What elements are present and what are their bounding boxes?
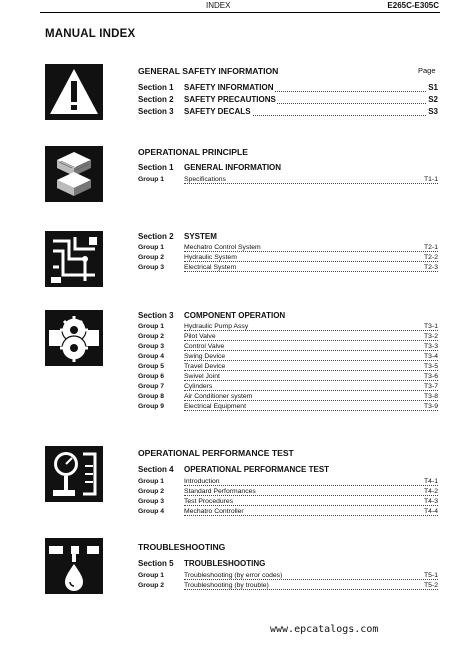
row-page: T4-2 xyxy=(424,488,438,495)
performance-heading: OPERATIONAL PERFORMANCE TEST xyxy=(138,448,294,458)
row-page: T3-2 xyxy=(424,333,438,340)
section-text: SYSTEM xyxy=(184,232,217,241)
row-page: T4-3 xyxy=(424,498,438,505)
toc-row[interactable] xyxy=(138,582,438,592)
page-column-label: Page xyxy=(418,66,436,75)
section-text: OPERATIONAL PERFORMANCE TEST xyxy=(184,465,330,474)
toc-row[interactable] xyxy=(138,343,438,353)
row-text: Pilot Valve xyxy=(184,333,216,340)
row-page: T3-9 xyxy=(424,403,438,410)
gauge-icon xyxy=(45,446,103,502)
circuit-icon xyxy=(45,231,103,287)
row-key: Group 9 xyxy=(138,403,165,410)
row-text: Travel Device xyxy=(184,363,226,370)
toc-row[interactable] xyxy=(138,107,438,119)
row-text: Introduction xyxy=(184,478,220,485)
row-page: T4-1 xyxy=(424,478,438,485)
row-text: Test Procedures xyxy=(184,498,234,505)
row-key: Section 3 xyxy=(138,107,174,116)
row-text: Cylinders xyxy=(184,383,213,390)
footer-watermark[interactable]: www.epcatalogs.com xyxy=(270,624,379,635)
row-key: Group 2 xyxy=(138,254,165,261)
leader-dots xyxy=(184,330,438,331)
toc-row[interactable] xyxy=(138,363,438,373)
toc-row[interactable] xyxy=(138,508,438,518)
section-key: Section 2 xyxy=(138,232,174,241)
row-text: Electrical System xyxy=(184,264,237,271)
row-key: Group 3 xyxy=(138,264,165,271)
row-key: Group 1 xyxy=(138,478,165,485)
row-page: T5-1 xyxy=(424,572,438,579)
section-heading xyxy=(138,559,266,568)
header-model: E265C-E305C xyxy=(387,1,439,10)
leader-dots xyxy=(184,505,438,506)
leader-dots xyxy=(184,400,438,401)
row-key: Group 4 xyxy=(138,508,165,515)
row-key: Group 3 xyxy=(138,343,165,350)
toc-row[interactable] xyxy=(138,403,438,413)
leader-dots xyxy=(184,340,438,341)
row-page: S2 xyxy=(428,95,438,104)
row-text: Control Valve xyxy=(184,343,225,350)
row-key: Group 7 xyxy=(138,383,165,390)
row-key: Group 2 xyxy=(138,488,165,495)
leader-dots xyxy=(184,350,438,351)
section-key: Section 3 xyxy=(138,311,174,320)
row-text: SAFETY PRECAUTIONS xyxy=(184,95,276,104)
row-text: Mechatro Control System xyxy=(184,244,261,251)
row-page: T3-8 xyxy=(424,393,438,400)
toc-row[interactable] xyxy=(138,383,438,393)
row-page: T3-7 xyxy=(424,383,438,390)
section-text: GENERAL INFORMATION xyxy=(184,163,282,172)
section-heading xyxy=(138,465,330,474)
leader-dots xyxy=(184,183,438,184)
toc-row[interactable] xyxy=(138,254,438,264)
row-key: Group 5 xyxy=(138,363,165,370)
row-text: Air Conditioner system xyxy=(184,393,253,400)
row-text: Standard Performances xyxy=(184,488,256,495)
section-key: Section 4 xyxy=(138,465,174,474)
row-key: Group 1 xyxy=(138,176,165,183)
row-key: Group 1 xyxy=(138,244,165,251)
leader-dots xyxy=(184,495,438,496)
row-key: Group 1 xyxy=(138,323,165,330)
toc-row[interactable] xyxy=(138,572,438,582)
toc-row[interactable] xyxy=(138,373,438,383)
row-page: T3-4 xyxy=(424,353,438,360)
toc-row[interactable] xyxy=(138,244,438,254)
row-page: T3-6 xyxy=(424,373,438,380)
row-key: Section 2 xyxy=(138,95,174,104)
row-text: Electrical Equipment xyxy=(184,403,246,410)
section-heading xyxy=(138,311,286,320)
row-page: T3-3 xyxy=(424,343,438,350)
row-page: T3-1 xyxy=(424,323,438,330)
leader-dots xyxy=(184,579,438,580)
row-key: Group 1 xyxy=(138,572,165,579)
oil-drop-icon xyxy=(45,538,103,594)
leader-dots xyxy=(184,515,438,516)
leader-dots xyxy=(184,360,438,361)
row-key: Section 1 xyxy=(138,83,174,92)
section-text: COMPONENT OPERATION xyxy=(184,311,286,320)
row-key: Group 3 xyxy=(138,498,165,505)
row-text: Specifications xyxy=(184,176,226,183)
leader-dots xyxy=(184,251,438,252)
gear-pump-icon xyxy=(45,310,103,366)
leader-dots xyxy=(184,261,438,262)
row-page: T3-5 xyxy=(424,363,438,370)
section-heading xyxy=(138,163,282,172)
toc-row[interactable] xyxy=(138,323,438,333)
row-page: T2-1 xyxy=(424,244,438,251)
row-text: Hydraulic System xyxy=(184,254,237,261)
row-key: Group 4 xyxy=(138,353,165,360)
leader-dots xyxy=(184,485,438,486)
row-text: Mechatro Controller xyxy=(184,508,244,515)
toc-row[interactable] xyxy=(138,264,438,274)
header-title: INDEX xyxy=(206,1,231,10)
row-page: T2-3 xyxy=(424,264,438,271)
row-page: T1-1 xyxy=(424,176,438,183)
toc-row[interactable] xyxy=(138,353,438,363)
principle-heading: OPERATIONAL PRINCIPLE xyxy=(138,147,248,157)
toc-row[interactable] xyxy=(138,83,438,95)
leader-dots xyxy=(184,380,438,381)
toc-row[interactable] xyxy=(138,498,438,508)
toc-row[interactable] xyxy=(138,478,438,488)
row-page: S1 xyxy=(428,83,438,92)
leader-dots xyxy=(184,589,438,590)
row-page: T5-2 xyxy=(424,582,438,589)
toc-row[interactable] xyxy=(138,393,438,403)
toc-row[interactable] xyxy=(138,176,438,186)
section-text: TROUBLESHOOTING xyxy=(184,559,266,568)
row-page: T2-2 xyxy=(424,254,438,261)
leader-dots xyxy=(184,410,438,411)
leader-dots xyxy=(184,370,438,371)
row-text: Swing Device xyxy=(184,353,226,360)
row-text: SAFETY INFORMATION xyxy=(184,83,274,92)
section-key: Section 5 xyxy=(138,559,174,568)
safety-heading: GENERAL SAFETY INFORMATION xyxy=(138,66,279,76)
cube-stack-icon xyxy=(45,146,103,202)
toc-row[interactable] xyxy=(138,95,438,107)
row-page: S3 xyxy=(428,107,438,116)
row-text: Troubleshooting (by error codes) xyxy=(184,572,283,579)
toc-row[interactable] xyxy=(138,488,438,498)
row-page: T4-4 xyxy=(424,508,438,515)
row-key: Group 2 xyxy=(138,582,165,589)
leader-dots xyxy=(184,271,438,272)
row-key: Group 2 xyxy=(138,333,165,340)
row-text: Swivel Joint xyxy=(184,373,220,380)
troubleshooting-heading: TROUBLESHOOTING xyxy=(138,542,226,552)
row-text: Troubleshooting (by trouble) xyxy=(184,582,269,589)
row-key: Group 6 xyxy=(138,373,165,380)
section-heading xyxy=(138,232,217,241)
toc-row[interactable] xyxy=(138,333,438,343)
row-text: Hydraulic Pump Assy xyxy=(184,323,249,330)
page-title: MANUAL INDEX xyxy=(45,28,136,40)
warning-triangle-icon xyxy=(45,64,103,120)
row-text: SAFETY DECALS xyxy=(184,107,251,116)
header-rule xyxy=(40,12,440,13)
row-key: Group 8 xyxy=(138,393,165,400)
leader-dots xyxy=(184,390,438,391)
section-key: Section 1 xyxy=(138,163,174,172)
